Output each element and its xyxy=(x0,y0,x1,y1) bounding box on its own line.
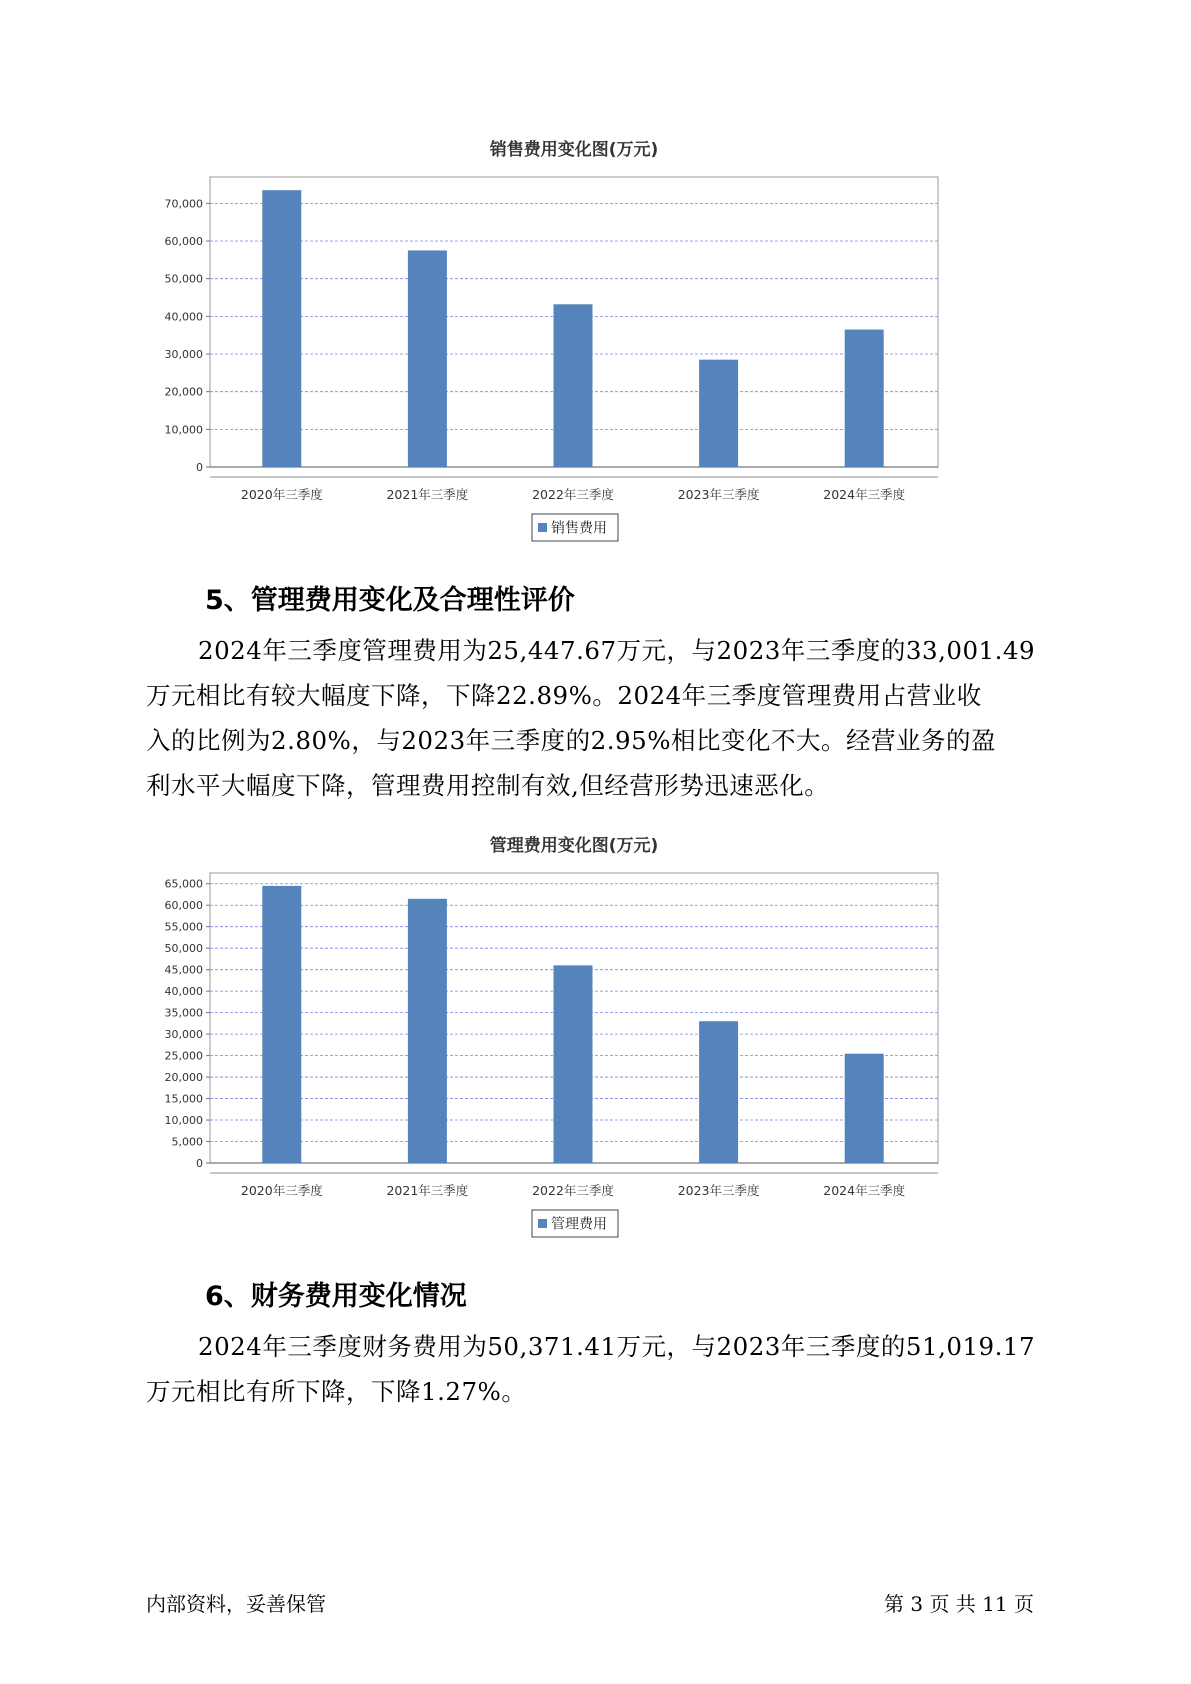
bar xyxy=(699,360,738,467)
y-tick-label: 45,000 xyxy=(164,963,203,977)
section-title-finance-expense: 6、财务费用变化情况 xyxy=(205,1281,467,1312)
sales-expense-chart xyxy=(140,130,1060,560)
y-tick-label: 60,000 xyxy=(164,235,203,249)
y-tick-label: 0 xyxy=(196,461,203,474)
paragraph-line: 万元相比有较大幅度下降，下降22.89%。2024年三季度管理费用占营业收 xyxy=(146,681,982,710)
admin-expense-chart xyxy=(140,826,1060,1256)
legend-swatch xyxy=(538,1219,547,1228)
bar xyxy=(699,1021,738,1163)
paragraph-finance-expense xyxy=(146,1324,1086,1414)
x-tick-label: 2021年三季度 xyxy=(386,1183,469,1198)
x-tick-label: 2023年三季度 xyxy=(677,487,760,502)
chart-title: 销售费用变化图(万元) xyxy=(489,140,659,160)
paragraph-line: 2024年三季度财务费用为50,371.41万元，与2023年三季度的51,019.17 xyxy=(198,1332,1036,1361)
bar xyxy=(262,190,301,467)
footer-note: 内部资料，妥善保管 xyxy=(146,1592,326,1616)
y-tick-label: 40,000 xyxy=(164,310,203,324)
x-tick-label: 2024年三季度 xyxy=(823,487,906,502)
y-tick-label: 55,000 xyxy=(164,920,203,934)
legend-label: 管理费用 xyxy=(551,1216,607,1233)
admin-expense-chart-svg xyxy=(140,826,1060,1256)
x-tick-label: 2021年三季度 xyxy=(386,487,469,502)
x-tick-label: 2020年三季度 xyxy=(240,487,323,502)
y-tick-label: 25,000 xyxy=(164,1049,203,1063)
y-tick-label: 65,000 xyxy=(164,877,203,891)
y-tick-label: 10,000 xyxy=(164,423,203,437)
y-tick-label: 20,000 xyxy=(164,385,203,399)
paragraph-line: 利水平大幅度下降，管理费用控制有效,但经营形势迅速恶化。 xyxy=(146,771,830,800)
y-tick-label: 10,000 xyxy=(164,1114,203,1128)
y-tick-label: 20,000 xyxy=(164,1071,203,1085)
y-tick-label: 40,000 xyxy=(164,985,203,999)
x-tick-label: 2022年三季度 xyxy=(532,1183,614,1198)
y-tick-label: 50,000 xyxy=(164,272,203,286)
legend-swatch xyxy=(538,523,547,532)
chart-title: 管理费用变化图(万元) xyxy=(489,836,659,856)
bar xyxy=(408,250,447,467)
footer-page-number: 第 3 页 共 11 页 xyxy=(884,1592,1034,1616)
y-tick-label: 50,000 xyxy=(164,942,203,956)
y-tick-label: 70,000 xyxy=(164,197,203,211)
sales-expense-chart-svg xyxy=(140,130,1060,560)
x-tick-label: 2023年三季度 xyxy=(677,1183,760,1198)
y-tick-label: 35,000 xyxy=(164,1006,203,1020)
paragraph-line: 入的比例为2.80%，与2023年三季度的2.95%相比变化不大。经营业务的盈 xyxy=(146,726,997,755)
bar xyxy=(408,899,447,1163)
paragraph-line: 2024年三季度管理费用为25,447.67万元，与2023年三季度的33,001.49 xyxy=(198,636,1036,665)
y-tick-label: 60,000 xyxy=(164,899,203,913)
legend-label: 销售费用 xyxy=(551,520,607,537)
paragraph-admin-expense xyxy=(146,628,1086,808)
bar xyxy=(262,886,301,1163)
bar xyxy=(845,330,884,467)
y-tick-label: 5,000 xyxy=(171,1135,203,1149)
bar xyxy=(554,965,593,1163)
paragraph-line: 万元相比有所下降，下降1.27%。 xyxy=(146,1377,527,1406)
y-tick-label: 30,000 xyxy=(164,1028,203,1042)
x-tick-label: 2020年三季度 xyxy=(240,1183,323,1198)
bar xyxy=(554,304,593,467)
x-tick-label: 2022年三季度 xyxy=(532,487,614,502)
y-tick-label: 30,000 xyxy=(164,348,203,362)
x-tick-label: 2024年三季度 xyxy=(823,1183,906,1198)
y-tick-label: 15,000 xyxy=(164,1092,203,1106)
y-tick-label: 0 xyxy=(196,1157,203,1170)
section-title-admin-expense: 5、管理费用变化及合理性评价 xyxy=(205,585,575,616)
bar xyxy=(845,1054,884,1163)
